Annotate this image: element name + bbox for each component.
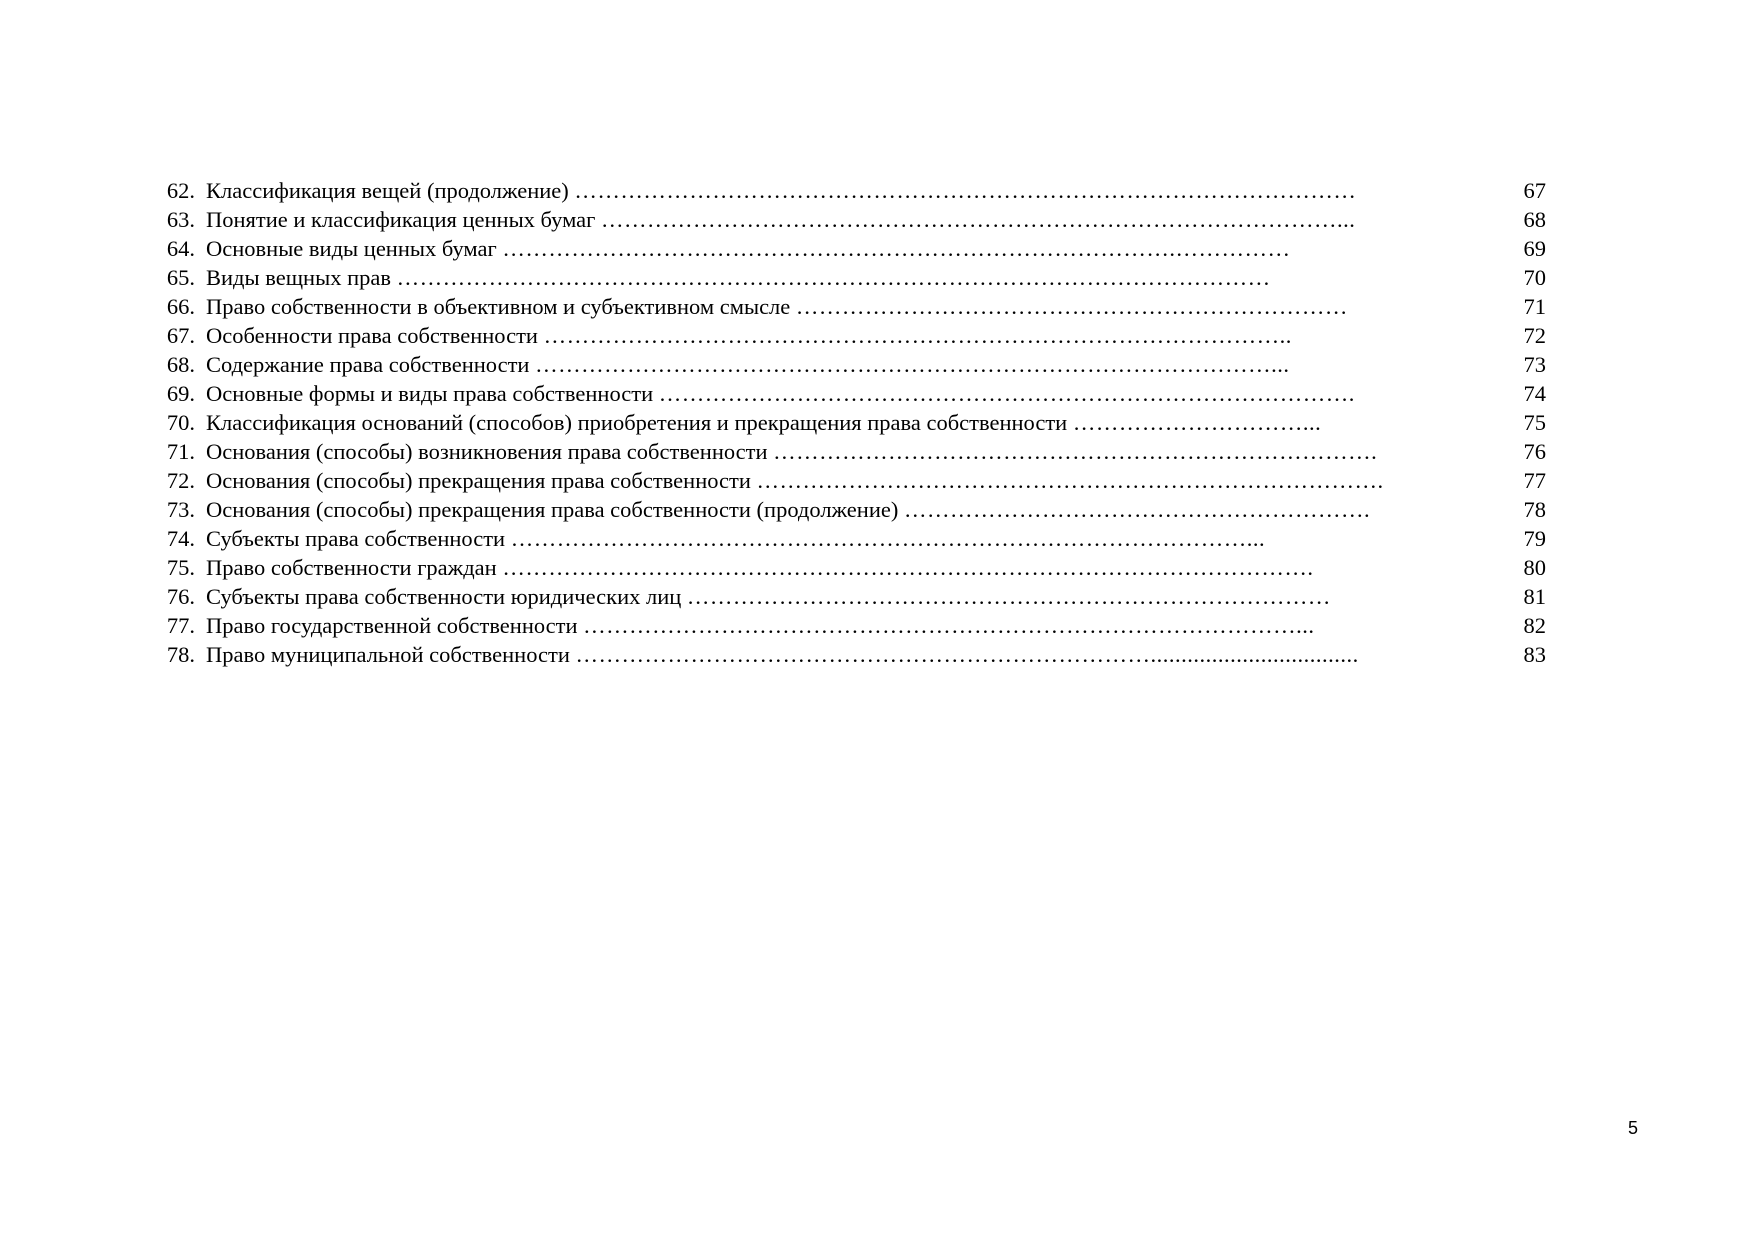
toc-entry-title: Право собственности граждан (206, 555, 497, 580)
toc-entry-page: 73 (1523, 352, 1546, 377)
toc-entry-number: 66. (166, 294, 195, 319)
toc-entry-title-line (206, 408, 1451, 437)
toc-entry[interactable] (0, 379, 1754, 408)
toc-entry-page: 68 (1523, 207, 1546, 232)
toc-entry-title-line (206, 466, 1451, 495)
toc-entry-number: 77. (166, 613, 195, 638)
toc-entry-title-line (206, 205, 1451, 234)
toc-entry-title: Право собственности в объективном и субъективном смысле (206, 294, 791, 319)
toc-entry-page: 77 (1523, 468, 1546, 493)
toc-entry-title-line (206, 611, 1451, 640)
toc-entry[interactable] (0, 205, 1754, 234)
toc-entry[interactable] (0, 640, 1754, 669)
toc-entry[interactable] (0, 350, 1754, 379)
toc-entry-number: 73. (166, 497, 195, 522)
page-number: 5 (1628, 1118, 1639, 1138)
toc-entry-title-line (206, 176, 1451, 205)
toc-entry-title-line (206, 553, 1451, 582)
toc-leader-dots: ……………………………………………………………… (795, 294, 1348, 319)
toc-leader-dots: ………………………………………………………………………. (756, 468, 1384, 493)
toc-entry-number: 72. (166, 468, 195, 493)
toc-entry-number: 67. (166, 323, 195, 348)
toc-leader-dots: ……………………………………………………………………. (773, 439, 1378, 464)
table-of-contents (0, 176, 1754, 669)
toc-entry-page: 76 (1523, 439, 1546, 464)
toc-entry[interactable] (0, 524, 1754, 553)
toc-entry-page: 79 (1523, 526, 1546, 551)
toc-entry-page: 70 (1523, 265, 1546, 290)
toc-entry-number: 68. (166, 352, 195, 377)
toc-entry[interactable] (0, 437, 1754, 466)
toc-entry-title-line (206, 234, 1451, 263)
toc-entry-title: Право муниципальной собственности (206, 642, 570, 667)
toc-entry-title: Субъекты права собственности (206, 526, 506, 551)
toc-entry-title: Виды вещных прав (206, 265, 391, 290)
toc-leader-dots: ………………………………………………………………………… (686, 584, 1331, 609)
toc-leader-dots: ……………………………………………………………………………………... (601, 207, 1356, 232)
toc-entry[interactable] (0, 611, 1754, 640)
toc-entry[interactable] (0, 176, 1754, 205)
toc-entry[interactable] (0, 495, 1754, 524)
toc-entry-number: 69. (166, 381, 195, 406)
toc-entry-title-line (206, 263, 1451, 292)
toc-leader-dots: ……………………………………………………………………………………... (535, 352, 1290, 377)
toc-leader-dots: ………………………………………………………………….................................. (575, 642, 1359, 667)
toc-leader-dots: ……………………………………………………………………………………………. (502, 555, 1314, 580)
toc-entry-page: 82 (1523, 613, 1546, 638)
toc-entry-title: Основания (способы) прекращения права собственности (продолжение) (206, 497, 899, 522)
toc-entry-page: 69 (1523, 236, 1546, 261)
toc-entry-page: 71 (1523, 294, 1546, 319)
toc-leader-dots: …………………………………………………………………………………... (583, 613, 1315, 638)
toc-entry-title-line (206, 495, 1451, 524)
toc-entry-title: Основные формы и виды права собственности (206, 381, 654, 406)
toc-entry-page: 80 (1523, 555, 1546, 580)
toc-entry-title-line (206, 379, 1451, 408)
toc-leader-dots: ………………………………………………………………………………. (658, 381, 1355, 406)
toc-entry-title: Основания (способы) прекращения права собственности (206, 468, 751, 493)
toc-entry-title-line (206, 582, 1451, 611)
toc-entry-title-line (206, 640, 1451, 669)
toc-entry-title-line (206, 437, 1451, 466)
toc-entry-number: 64. (166, 236, 195, 261)
toc-entry-title: Основные виды ценных бумаг (206, 236, 497, 261)
toc-entry[interactable] (0, 466, 1754, 495)
toc-entry-title: Классификация оснований (способов) приобретения и прекращения права собственности (206, 410, 1068, 435)
toc-entry-number: 75. (166, 555, 195, 580)
toc-entry-number: 76. (166, 584, 195, 609)
toc-entry-title: Понятие и классификация ценных бумаг (206, 207, 596, 232)
toc-entry-page: 72 (1523, 323, 1546, 348)
toc-entry-number: 65. (166, 265, 195, 290)
toc-entry-number: 63. (166, 207, 195, 232)
toc-entry-number: 78. (166, 642, 195, 667)
toc-entry-title: Право государственной собственности (206, 613, 578, 638)
toc-leader-dots: ……………………………………………………………………………………... (510, 526, 1266, 551)
toc-entry-title-line (206, 292, 1451, 321)
toc-entry[interactable] (0, 263, 1754, 292)
toc-entry-title-line (206, 524, 1451, 553)
toc-entry-title-line (206, 350, 1451, 379)
toc-entry-title: Особенности права собственности (206, 323, 538, 348)
toc-entry-page: 74 (1523, 381, 1546, 406)
toc-entry-title-line (206, 321, 1451, 350)
toc-entry-number: 62. (166, 178, 195, 203)
toc-entry-page: 67 (1523, 178, 1546, 203)
toc-entry-page: 83 (1523, 642, 1546, 667)
toc-leader-dots: ……………………………………………………. (903, 497, 1371, 522)
toc-entry-page: 75 (1523, 410, 1546, 435)
toc-entry-title: Классификация вещей (продолжение) (206, 178, 569, 203)
toc-entry[interactable] (0, 292, 1754, 321)
toc-leader-dots: …………………………... (1072, 410, 1322, 435)
toc-entry-number: 70. (166, 410, 195, 435)
toc-entry[interactable] (0, 582, 1754, 611)
toc-entry-title: Основания (способы) возникновения права собственности (206, 439, 768, 464)
toc-entry[interactable] (0, 234, 1754, 263)
toc-entry[interactable] (0, 408, 1754, 437)
toc-leader-dots: …………………………………………………………………………….…………… (502, 236, 1291, 261)
toc-leader-dots: …………………………………………………………………………………….. (543, 323, 1292, 348)
toc-entry-title: Содержание права собственности (206, 352, 530, 377)
toc-leader-dots: …………………………………………………………………………………………………… (396, 265, 1271, 290)
toc-entry-number: 71. (166, 439, 195, 464)
toc-entry[interactable] (0, 553, 1754, 582)
toc-entry-title: Субъекты права собственности юридических лиц (206, 584, 682, 609)
toc-entry[interactable] (0, 321, 1754, 350)
toc-entry-page: 81 (1523, 584, 1546, 609)
toc-entry-number: 74. (166, 526, 195, 551)
toc-entry-page: 78 (1523, 497, 1546, 522)
toc-leader-dots: ………………………………………………………………………………………… (574, 178, 1357, 203)
